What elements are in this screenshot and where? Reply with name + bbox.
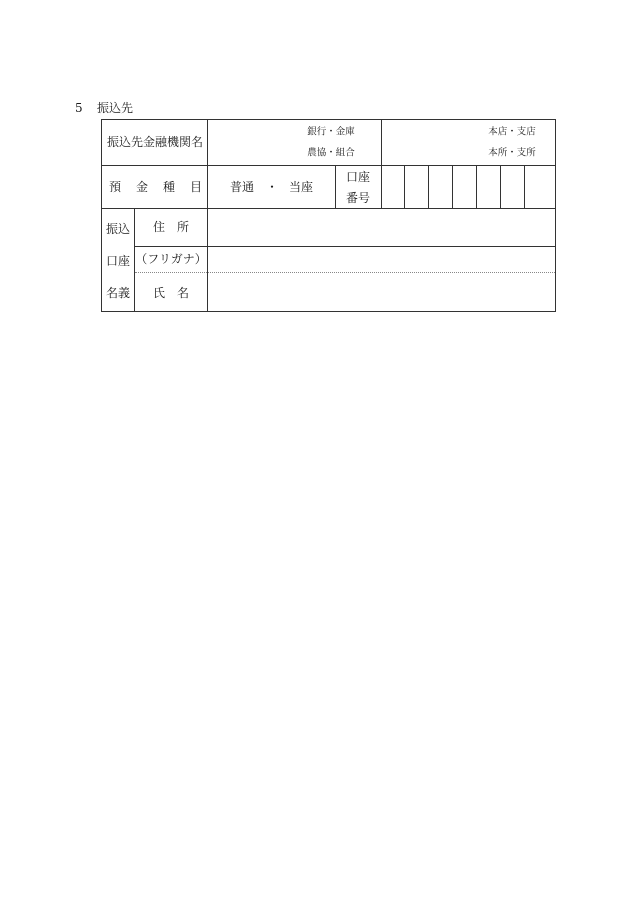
holder-side-label-1: 振込: [105, 222, 131, 236]
section-heading: [75, 101, 133, 115]
bank-type-options-1[interactable]: 銀行・金庫: [307, 126, 355, 138]
branch-type-options-1[interactable]: 本店・支店: [488, 126, 536, 138]
account-type-separator: ・: [265, 180, 279, 194]
account-type-divider: [335, 165, 336, 208]
bank-type-options-2[interactable]: 農協・組合: [307, 147, 355, 159]
account-number-digit-1[interactable]: [381, 166, 404, 208]
transfer-destination-form: [101, 119, 556, 312]
deposit-type-label-char-3: 種: [162, 180, 176, 194]
account-number-label-1: 口座: [345, 170, 371, 184]
deposit-type-label-char-4: 目: [189, 180, 203, 194]
account-number-digit-2[interactable]: [404, 166, 428, 208]
bank-name-label: 振込先金融機関名: [106, 135, 204, 149]
section-number: 5: [75, 101, 83, 115]
account-number-label-2: 番号: [345, 191, 371, 205]
furigana-field[interactable]: [209, 248, 553, 270]
account-number-digit-5[interactable]: [476, 166, 500, 208]
account-number-digit-4[interactable]: [452, 166, 476, 208]
branch-type-options-2[interactable]: 本所・支所: [488, 147, 536, 159]
bank-branch-divider: [381, 120, 382, 165]
holder-label-divider: [207, 208, 208, 312]
account-label-divider: [207, 165, 208, 208]
row-divider-account: [102, 208, 555, 209]
name-field[interactable]: [209, 274, 553, 310]
account-number-digit-7[interactable]: [524, 166, 555, 208]
furigana-dotted-divider: [135, 272, 555, 273]
account-type-ordinary[interactable]: 普通: [229, 180, 255, 194]
address-field[interactable]: [209, 210, 553, 244]
account-number-digit-6[interactable]: [500, 166, 524, 208]
furigana-label: （フリガナ）: [135, 252, 207, 266]
row-divider-address: [135, 246, 555, 247]
deposit-type-label-char-2: 金: [135, 180, 149, 194]
holder-side-label-2: 口座: [105, 254, 131, 268]
name-label: 氏 名: [152, 286, 190, 300]
account-number-digit-3[interactable]: [428, 166, 452, 208]
deposit-type-label-char-1: 預: [108, 180, 122, 194]
account-type-current[interactable]: 当座: [288, 180, 314, 194]
address-label: 住 所: [152, 220, 190, 234]
bank-label-divider: [207, 120, 208, 165]
holder-side-label-3: 名義: [105, 286, 131, 300]
section-title: 振込先: [97, 101, 134, 115]
